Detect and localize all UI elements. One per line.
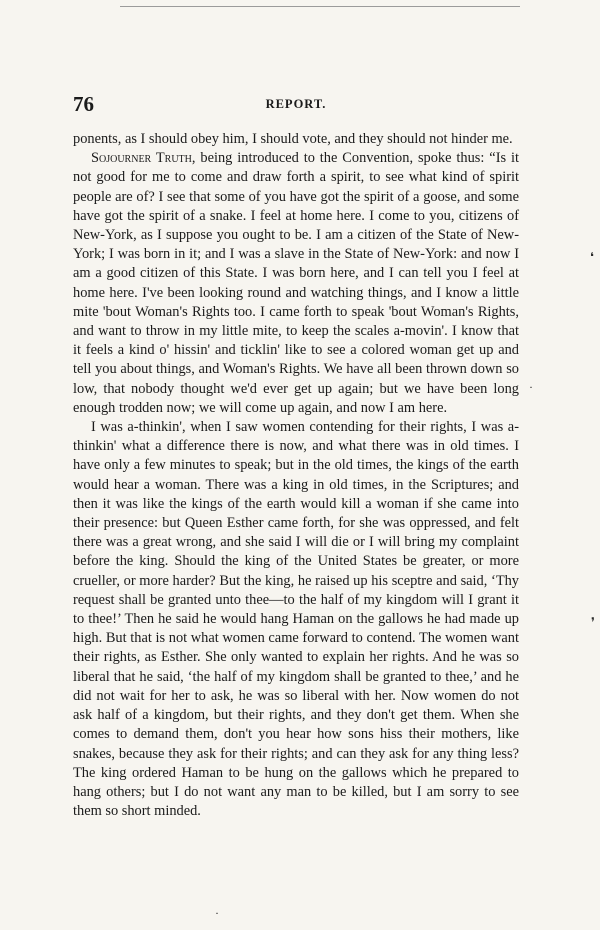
paragraph-esther: I was a-thinkin', when I saw women contending for their rights, I was a-thinkin' what a difference there is now, and what there was in old times. I have only a few minutes to speak; but in the old times, the kings of the earth would hear a woman. There was a king in old times, in the Scriptures; and then it was like the kings of the earth would kill a woman if she came into their presence: but Queen Esther came forth, for she was oppressed, and felt there was a great wrong, and she said I will die or I will bring my complaint before the king. Should the king of the United States be greater, or more crueller, or more harder? But the king, he raised up his sceptre and said, ‘Thy request shall be granted unto thee—to the half of my kingdom will I grant it to thee!’ Then he said he would hang Haman on the gallows he had made up high. But that is not what women came forward to contend. The women want their rights, as Esther. She only wanted to explain her rights. And he was so liberal that he said, ‘the half of my kingdom shall be granted to thee,’ and he did not wait for her to ask, he was so liberal with her. Now women do not ask half of a kingdom, but their rights, and they don't get them. When she comes to demand them, don't you hear how sons hiss their mothers, like snakes, because they ask for their rights; and can they ask for any thing less? The king ordered Haman to be hung on the gallows which he prepared to hang others; but I do not want any man to be killed, but I am sorry to see them so short minded. bbox=[73, 419, 519, 820]
speaker-name: Sojourner Truth bbox=[91, 150, 192, 167]
page-number: 76 bbox=[73, 92, 94, 116]
margin-speck: ❜ bbox=[591, 615, 595, 629]
paragraph-text: , being introduced to the Convention, spoke thus: “Is it not good for me to come and draw forth a spirit, to see what kind of spirit people are of? I see that some of you have got the spirit of a goose, and some have got the spirit of a snake. I feel at home here. I come to you, citizens of New-York, as I suppose you ought to be. I am a citizen of the State of New-York; I was born in it; and I was a slave in the State of New-York: and now I am a good citizen of this State. I was born here, and I can tell you I feel at home here. I've been looking round and watching things, and I know a little mite 'bout Woman's Rights too. I came forth to speak 'bout Woman's Rights, and want to throw in my little mite, to keep the scales a-movin'. I know that it feels a kind o' hissin' and ticklin' like to see a colored woman get up and tell you about things, and Woman's Rights. We have all been thrown down so low, that nobody thought we'd ever get up again; but we have been long enough trodden now; we will come up again, and now I am here. bbox=[73, 150, 519, 416]
top-rule bbox=[120, 6, 520, 7]
running-title: REPORT. bbox=[265, 97, 327, 111]
body-text bbox=[73, 130, 519, 821]
paragraph-sojourner-intro bbox=[73, 149, 519, 418]
margin-speck: ❛ bbox=[590, 250, 594, 264]
margin-speck: · bbox=[215, 906, 219, 920]
paragraph-continuation: ponents, as I should obey him, I should vote, and they should not hinder me. bbox=[73, 131, 513, 147]
margin-speck: · bbox=[529, 380, 533, 394]
page-header bbox=[73, 92, 519, 116]
